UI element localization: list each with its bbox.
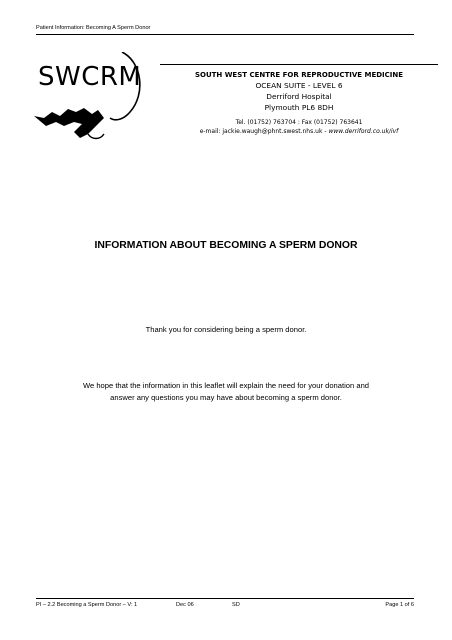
- footer-page-number: Page 1 of 6: [385, 602, 414, 608]
- logo-text: SWCRM: [38, 62, 142, 92]
- website-link[interactable]: www.derriford.co.uk/ivf: [328, 128, 399, 135]
- intro-paragraph: Thank you for considering being a sperm donor.: [145, 325, 307, 334]
- running-header: Patient Information: Becoming A Sperm Donor: [36, 25, 151, 31]
- letterhead-divider: [160, 64, 438, 65]
- hospital-line: Derriford Hospital: [266, 92, 332, 101]
- swcrm-logo: [34, 52, 174, 144]
- document-title: INFORMATION ABOUT BECOMING A SPERM DONOR: [94, 240, 358, 251]
- phone-fax-line: Tel. (01752) 763704 : Fax (01752) 763641: [235, 119, 363, 126]
- city-postcode-line: Plymouth PL6 8DH: [264, 103, 334, 112]
- footer-document-ref: PI – 2.2 Becoming a Sperm Donor – V: 1: [36, 602, 138, 608]
- address-block: [160, 70, 438, 136]
- organisation-name: SOUTH WEST CENTRE FOR REPRODUCTIVE MEDICINE: [194, 71, 404, 79]
- purpose-paragraph: We hope that the information in this leaflet will explain the need for your donation and answer any questions you may have about becoming a sperm donor.: [82, 381, 370, 402]
- footer-divider: [36, 598, 414, 599]
- suite-line: OCEAN SUITE - LEVEL 6: [255, 81, 343, 90]
- page-footer: [36, 602, 414, 610]
- footer-date: Dec 06: [176, 602, 194, 608]
- header-divider: [36, 34, 414, 35]
- email-address[interactable]: e-mail: jackie.waugh@phnt.swest.nhs.uk: [199, 128, 323, 135]
- contact-separator: -: [324, 128, 327, 135]
- footer-author: SD: [232, 602, 240, 608]
- email-web-line: [160, 127, 438, 136]
